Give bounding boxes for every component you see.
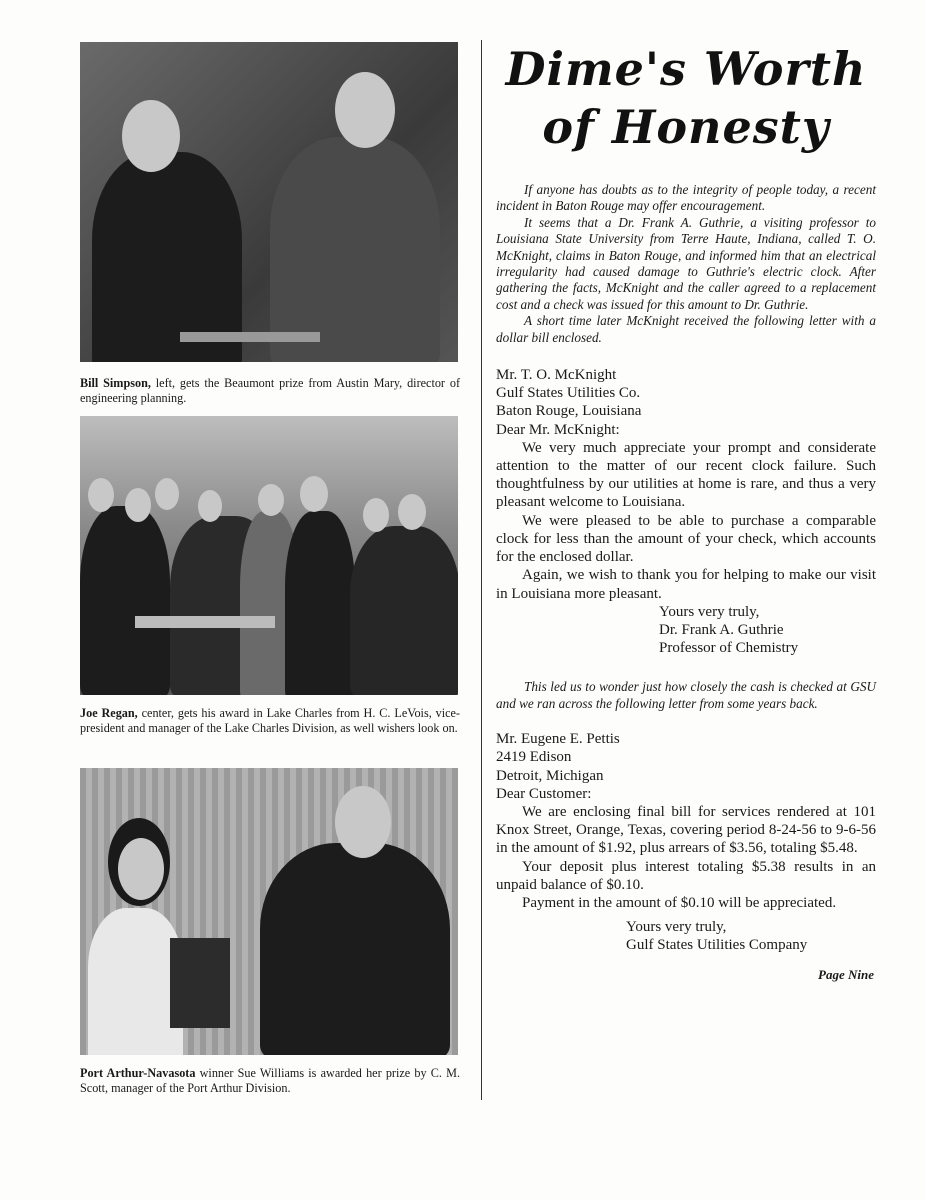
letter-guthrie	[496, 366, 876, 657]
photo-joe-regan	[80, 416, 458, 695]
address-line: Detroit, Michigan	[496, 767, 604, 784]
letter-paragraph: We are enclosing final bill for services rendered at 101 Knox Street, Orange, Texas, covering period 8-24-56 to 9-6-56 in the amount of $1.92, plus arrears of $3.56, totaling $5.48.	[496, 803, 876, 857]
photo-caption	[80, 706, 460, 736]
letter-paragraph: Again, we wish to thank you for helping to make our visit in Louisiana more pleasant.	[496, 567, 876, 602]
signature-line: Gulf States Utilities Company	[626, 937, 808, 954]
letter-pettis	[496, 730, 876, 954]
article-intro	[496, 182, 876, 346]
column-divider	[481, 40, 482, 1100]
photo-bill-simpson	[80, 42, 458, 362]
caption-text: winner Sue Williams is awarded her prize by C. M. Scott, manager of the Port Arthur Division.	[80, 1066, 460, 1095]
salutation: Dear Mr. McKnight:	[496, 421, 620, 438]
signature-line: Yours very truly,	[626, 919, 727, 936]
salutation: Dear Customer:	[496, 785, 592, 802]
article-title-line-1: Dime's Worth	[505, 42, 867, 96]
signature-line: Dr. Frank A. Guthrie	[659, 621, 784, 638]
address-line: Mr. T. O. McKnight	[496, 367, 617, 384]
signature-line: Yours very truly,	[659, 603, 760, 620]
letter-paragraph: We were pleased to be able to purchase a comparable clock for less than the amount of your check, which accounts for the enclosed dollar.	[496, 512, 876, 566]
signature-line: Professor of Chemistry	[659, 640, 799, 657]
address-line: Mr. Eugene E. Pettis	[496, 731, 620, 748]
intro-paragraph: If anyone has doubts as to the integrity of people today, a recent incident in Baton Rouge may offer encouragement.	[496, 182, 876, 214]
caption-name: Bill Simpson,	[80, 376, 151, 390]
intro-paragraph: It seems that a Dr. Frank A. Guthrie, a visiting professor to Louisiana State University from Terre Haute, Indiana, called T. O. McKnight, claims in Baton Rouge, and informed him that an electrical irregularity had caused damage to Guthrie's electric clock. After gathering the facts, McKnight and the caller agreed to a replacement cost and a check was issued for this amount to Dr. Guthrie.	[496, 214, 876, 312]
page-number: Page Nine	[818, 966, 874, 982]
address-line: 2419 Edison	[496, 749, 572, 766]
letter-paragraph: Payment in the amount of $0.10 will be appreciated.	[522, 894, 837, 911]
photo-caption	[80, 376, 460, 406]
letter-paragraph: We very much appreciate your prompt and considerate attention to the matter of our recent clock failure. Such thoughtfulness by our utilities at home is rare, and thus a very pleasant welcome to Louisiana.	[496, 439, 876, 511]
caption-name: Port Arthur-Navasota	[80, 1066, 196, 1080]
intro-paragraph: A short time later McKnight received the following letter with a dollar bill enclosed.	[496, 313, 876, 345]
photo-sue-williams	[80, 768, 458, 1055]
caption-text: left, gets the Beaumont prize from Austin Mary, director of engineering planning.	[80, 376, 460, 405]
bridge-paragraph: This led us to wonder just how closely the cash is checked at GSU and we ran across the following letter from some years back.	[496, 679, 876, 711]
letter-paragraph: Your deposit plus interest totaling $5.38 results in an unpaid balance of $0.10.	[496, 858, 876, 893]
article-bridge	[496, 679, 876, 712]
caption-text: center, gets his award in Lake Charles from H. C. LeVois, vice-president and manager of the Lake Charles Division, as well wishers look on.	[80, 706, 460, 735]
article-column	[496, 40, 876, 983]
article-title-line-2: of Honesty	[542, 100, 830, 154]
photo-caption	[80, 1066, 460, 1096]
caption-name: Joe Regan,	[80, 706, 138, 720]
address-line: Gulf States Utilities Co.	[496, 385, 641, 402]
address-line: Baton Rouge, Louisiana	[496, 403, 642, 420]
